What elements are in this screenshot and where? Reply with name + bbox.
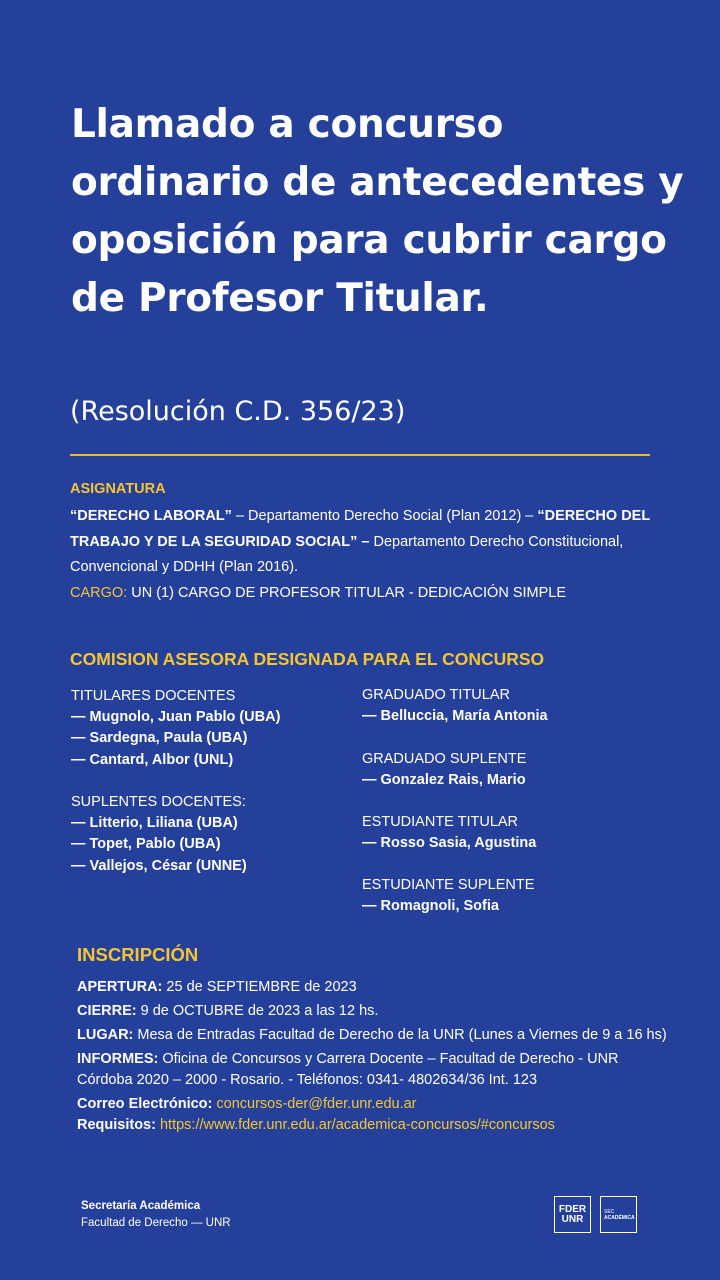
graduado-suplente [362,749,526,791]
subject-2-detail: Departamento Derecho Constitucional, Convencional y DDHH (Plan 2016). [70,533,624,575]
inscripcion-title: INSCRIPCIÓN [77,944,199,965]
estudiante-titular-label: ESTUDIANTE TITULAR [362,814,519,830]
list-item: — Vallejos, César (UNNE) [71,857,247,874]
informes-row [77,1049,667,1091]
cierre-row [77,1001,667,1022]
sec-academica-logo [600,1196,637,1233]
cierre-value: 9 de OCTUBRE de 2023 a las 12 hs. [136,1003,379,1019]
asignatura-description [70,504,660,581]
footer-credit [81,1198,231,1232]
list-item: — Belluccia, María Antonia [362,708,548,725]
logo-text: UNR [561,1213,584,1225]
lugar-value: Mesa de Entradas Facultad de Derecho de la UNR (Lunes a Viernes de 9 a 16 hs) [133,1027,667,1043]
requisitos-label: Requisitos: [77,1117,156,1133]
logo-text: SEC [604,1208,615,1215]
correo-row [77,1094,667,1115]
subject-1: “DERECHO LABORAL” [70,508,232,524]
logo-text: ACADÉMICA [604,1214,635,1221]
titulares-docentes [71,686,280,771]
estudiante-suplente [362,875,534,917]
lugar-row [77,1025,667,1046]
list-item: — Rosso Sasia, Agustina [362,835,537,852]
cierre-label: CIERRE: [77,1003,137,1019]
inscripcion-details [77,977,667,1139]
estudiante-titular [362,812,536,854]
titulares-label: TITULARES DOCENTES [71,688,236,704]
cargo-label: CARGO: [70,585,128,601]
lugar-label: LUGAR: [77,1027,134,1043]
page-title: Llamado a concurso ordinario de antecedentes y oposición para cubrir cargo de Profesor Titular. [71,102,684,321]
requisitos-row [77,1115,667,1136]
suplentes-docentes [71,792,247,877]
estudiante-suplente-label: ESTUDIANTE SUPLENTE [362,877,535,893]
suplentes-label: SUPLENTES DOCENTES: [71,794,246,810]
correo-label: Correo Electrónico: [77,1096,213,1112]
subject-2: “DERECHO DEL TRABAJO Y DE LA SEGURIDAD SOCIAL” – [70,508,650,550]
fder-unr-logo [554,1196,591,1233]
list-item: — Mugnolo, Juan Pablo (UBA) [71,709,281,726]
informes-label: INFORMES: [77,1051,159,1067]
apertura-value: 25 de SEPTIEMBRE de 2023 [162,979,357,995]
list-item: — Litterio, Liliana (UBA) [71,815,238,832]
list-item: — Gonzalez Rais, Mario [362,772,526,789]
graduado-titular [362,685,548,727]
resolution-reference: (Resolución C.D. 356/23) [70,396,406,427]
list-item: — Romagnoli, Sofia [362,898,499,915]
list-item: — Sardegna, Paula (UBA) [71,730,248,747]
divider [70,454,650,456]
cargo-line [70,582,670,604]
footer-line-2: Facultad de Derecho — UNR [81,1217,231,1229]
apertura-row [77,977,667,998]
list-item: — Cantard, Albor (UNL) [71,751,234,768]
graduado-suplente-label: GRADUADO SUPLENTE [362,751,527,767]
cargo-value: UN (1) CARGO DE PROFESOR TITULAR - DEDICACIÓN SIMPLE [127,585,567,601]
comision-title: COMISION ASESORA DESIGNADA PARA EL CONCURSO [70,649,545,669]
requisitos-link[interactable]: https://www.fder.unr.edu.ar/academica-concursos/#concursos [159,1117,555,1133]
subject-1-detail: – Departamento Derecho Social (Plan 2012) – [231,508,538,524]
asignatura-label: ASIGNATURA [70,481,166,497]
logo-text: FDER [558,1203,587,1215]
footer-line-1: Secretaría Académica [81,1200,201,1212]
list-item: — Topet, Pablo (UBA) [71,836,221,853]
apertura-label: APERTURA: [77,979,163,995]
email-link[interactable]: concursos-der@fder.unr.edu.ar [216,1096,417,1112]
informes-value: Oficina de Concursos y Carrera Docente – Facultad de Derecho - UNR Córdoba 2020 – 2000 - Rosario. - Teléfonos: 0341- 4802634/36 Int. 123 [77,1051,619,1088]
graduado-titular-label: GRADUADO TITULAR [362,687,510,703]
